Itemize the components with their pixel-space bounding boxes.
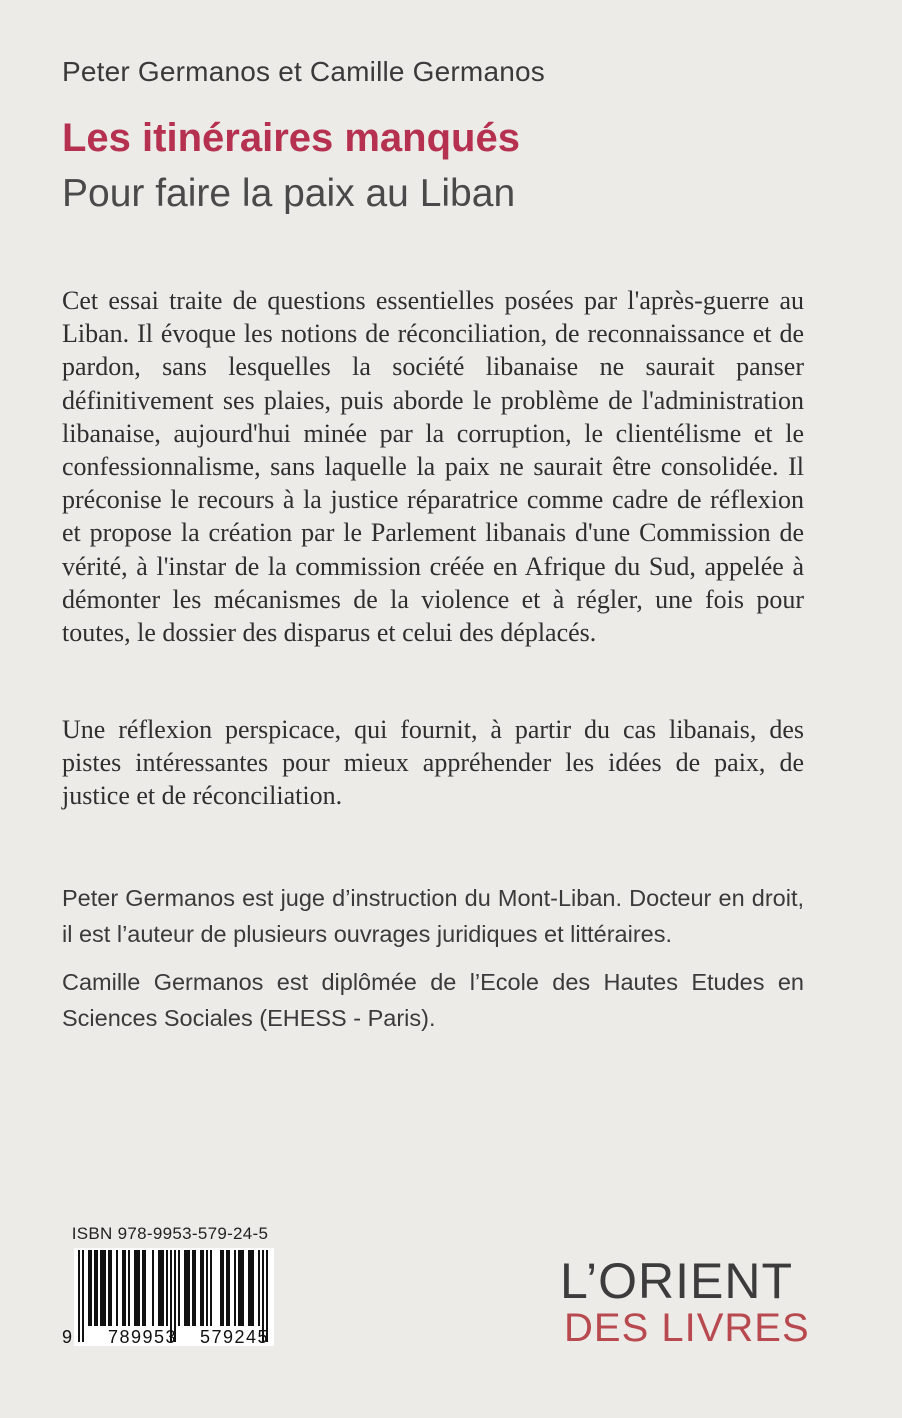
summary-paragraph-1: Cet essai traite de questions essentielles posées par l'après-guerre au Liban. Il évoque les notions de réconciliation, de reconnaissance et de pardon, sans lesquelles la société libanaise ne saurait panser définitivement ses plaies, puis aborde le problème de l'administration libanaise, aujourd'hui minée par la corruption, le clientélisme et le confessionnalisme, sans laquelle la paix ne saurait être consolidée. Il préconise le recours à la justice réparatrice comme cadre de réflexion et propose la création par le Parlement libanais d'une Commission de vérité, à l'instar de la commission créée en Afrique du Sud, appelée à démonter les mécanismes de la violence et à régler, une fois pour toutes, le dossier des disparus et celui des déplacés. [62,286,804,648]
barcode-bar [258,1250,260,1326]
barcode-bar [222,1250,224,1326]
barcode-bar [206,1250,208,1326]
author-bio-camille: Camille Germanos est diplômée de l’Ecole des Hautes Etudes en Sciences Sociales (EHESS - Paris). [62,969,804,1031]
summary-paragraph-2: Une réflexion perspicace, qui fournit, à partir du cas libanais, des pistes intéressantes pour mieux appréhender les idées de paix, de justice et de réconciliation. [62,715,804,811]
barcode-bar [78,1250,80,1342]
barcode-bar [248,1250,250,1326]
barcode-bar [160,1250,162,1326]
barcode-bar [82,1250,84,1342]
barcode-bar [178,1250,180,1326]
isbn-label: ISBN 978-9953-579-24-5 [71,1224,269,1243]
barcode-bar [122,1250,124,1326]
barcode-bar [100,1250,102,1326]
barcode-bar [234,1250,236,1326]
barcode-bar [96,1250,98,1326]
barcode-bar [88,1250,90,1326]
barcode-left-digits: 789953 [108,1327,178,1346]
barcode-bar [194,1250,196,1326]
barcode-bar [90,1250,92,1326]
barcode-bar [152,1250,154,1326]
barcode-bar [250,1250,252,1326]
barcode-bar [136,1250,138,1326]
barcode-bar [128,1250,130,1326]
barcode [60,1248,280,1346]
barcode-bar [252,1250,254,1326]
publisher-name-line2: DES LIVRES [564,1306,810,1350]
book-subtitle: Pour faire la paix au Liban [62,172,516,215]
barcode-bar [228,1250,230,1326]
barcode-bar [162,1250,164,1326]
barcode-bar [104,1250,106,1326]
authors: Peter Germanos et Camille Germanos [62,56,545,87]
barcode-bar [188,1250,190,1326]
barcode-bar [184,1250,186,1326]
barcode-bar [166,1250,168,1326]
barcode-bar [200,1250,202,1326]
barcode-bar [116,1250,118,1326]
barcode-bar [210,1250,212,1326]
barcode-bar [144,1250,146,1326]
barcode-bar [238,1250,240,1326]
barcode-bar [94,1250,96,1326]
barcode-first-digit: 9 [62,1327,73,1346]
barcode-bar [108,1250,110,1326]
barcode-bar [202,1250,204,1326]
barcode-bar [138,1250,140,1326]
barcode-bar [124,1250,126,1326]
barcode-bar [242,1250,244,1326]
barcode-right-digits: 579245 [200,1327,270,1346]
barcode-block [60,1224,280,1346]
barcode-bar [240,1250,242,1326]
barcode-bar [186,1250,188,1326]
barcode-bar [110,1250,112,1326]
barcode-bar [158,1250,160,1326]
barcode-bar [192,1250,194,1326]
barcode-bar [226,1250,228,1326]
barcode-bar [220,1250,222,1326]
barcode-bar [142,1250,144,1326]
author-bio-peter: Peter Germanos est juge d’instruction du Mont-Liban. Docteur en droit, il est l’auteur de plusieurs ouvrages juridiques et littéraires. [62,885,804,947]
barcode-bar [102,1250,104,1326]
barcode-bar [134,1250,136,1326]
publisher-name-line1: L’ORIENT [560,1253,794,1309]
book-title: Les itinéraires manqués [62,116,520,160]
